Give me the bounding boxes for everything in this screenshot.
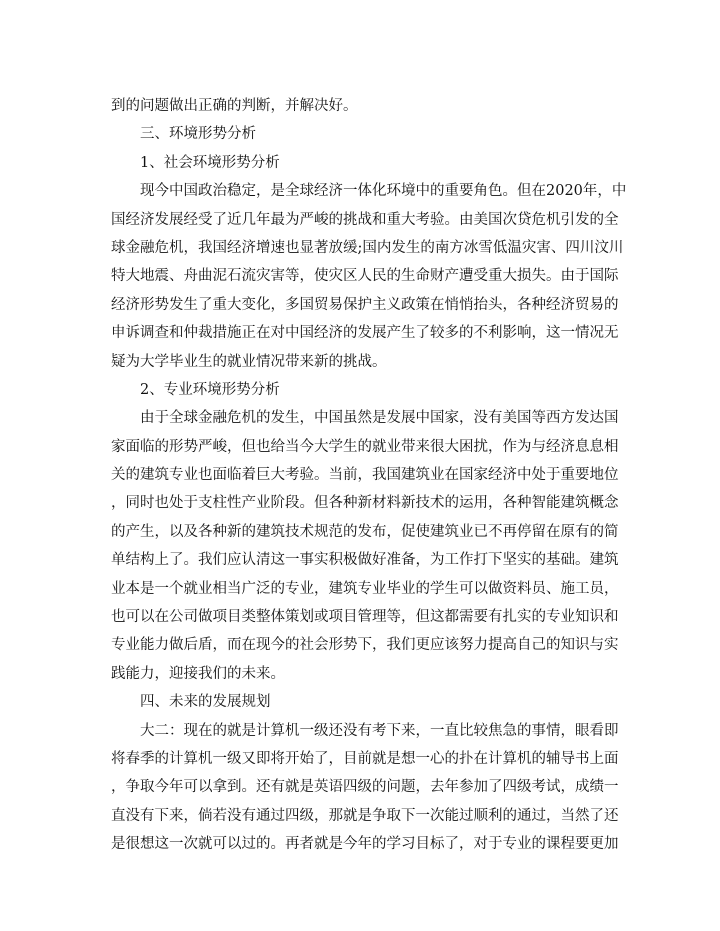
text-line: 专业能力做后盾，而在现今的社会形势下，我们更应该努力提高自己的知识与实	[111, 637, 619, 654]
text-line: 国经济发展经受了近几年最为严峻的挑战和重大考验。由美国次贷危机引发的全	[111, 211, 619, 228]
text-line: 现今中国政治稳定，是全球经济一体化环境中的重要角色。但在2020年，中	[140, 183, 627, 200]
text-line: 家面临的形势严峻，但也给当今大学生的就业带来很大困扰，作为与经济息息相	[111, 438, 619, 455]
text-line: ，同时也处于支柱性产业阶段。但各种新材料新技术的运用，各种智能建筑概念	[111, 495, 619, 512]
text-line: 也可以在公司做项目类整体策划或项目管理等，但这都需要有扎实的专业知识和	[111, 609, 619, 626]
text-line: 1、社会环境形势分析	[140, 154, 280, 171]
text-line: ，争取今年可以拿到。还有就是英语四级的问题，去年参加了四级考试，成绩一	[111, 779, 619, 796]
text-line: 四、未来的发展规划	[140, 694, 271, 711]
text-line: 将春季的计算机一级又即将开始了，目前就是想一心的扑在计算机的辅导书上面	[111, 750, 619, 767]
text-line: 2、专业环境形势分析	[140, 381, 280, 398]
text-line: 三、环境形势分析	[140, 126, 256, 143]
text-line: 申诉调查和仲裁措施正在对中国经济的发展产生了较多的不利影响，这一情况无	[111, 325, 619, 342]
text-line: 是很想这一次就可以过的。再者就是今年的学习目标了，对于专业的课程要更加	[111, 836, 619, 853]
text-line: 业本是一个就业相当广泛的专业，建筑专业毕业的学生可以做资料员、施工员，	[111, 580, 619, 597]
text-line: 特大地震、舟曲泥石流灾害等，使灾区人民的生命财产遭受重大损失。由于国际	[111, 268, 619, 285]
text-line: 关的建筑专业也面临着巨大考验。当前，我国建筑业在国家经济中处于重要地位	[111, 467, 619, 484]
text-line: 践能力，迎接我们的未来。	[111, 665, 285, 682]
text-line: 到的问题做出正确的判断，并解决好。	[111, 98, 358, 114]
text-line: 的产生，以及各种新的建筑技术规范的发布，促使建筑业已不再停留在原有的简	[111, 523, 619, 540]
text-line: 大二：现在的就是计算机一级还没有考下来，一直比较焦急的事情，眼看即	[140, 722, 619, 739]
text-line: 由于全球金融危机的发生，中国虽然是发展中国家，没有美国等西方发达国	[140, 410, 619, 427]
text-line: 球金融危机，我国经济增速也显著放缓;国内发生的南方冰雪低温灾害、四川汶川	[111, 239, 624, 256]
text-line: 直没有下来，倘若没有通过四级，那就是争取下一次能过顺利的通过，当然了还	[111, 807, 619, 824]
document-body	[111, 92, 627, 859]
text-line: 经济形势发生了重大变化，多国贸易保护主义政策在悄悄抬头，各种经济贸易的	[111, 296, 619, 313]
text-line: 疑为大学毕业生的就业情况带来新的挑战。	[111, 353, 387, 370]
text-line: 单结构上了。我们应认清这一事实积极做好准备，为工作打下坚实的基础。建筑	[111, 552, 619, 569]
